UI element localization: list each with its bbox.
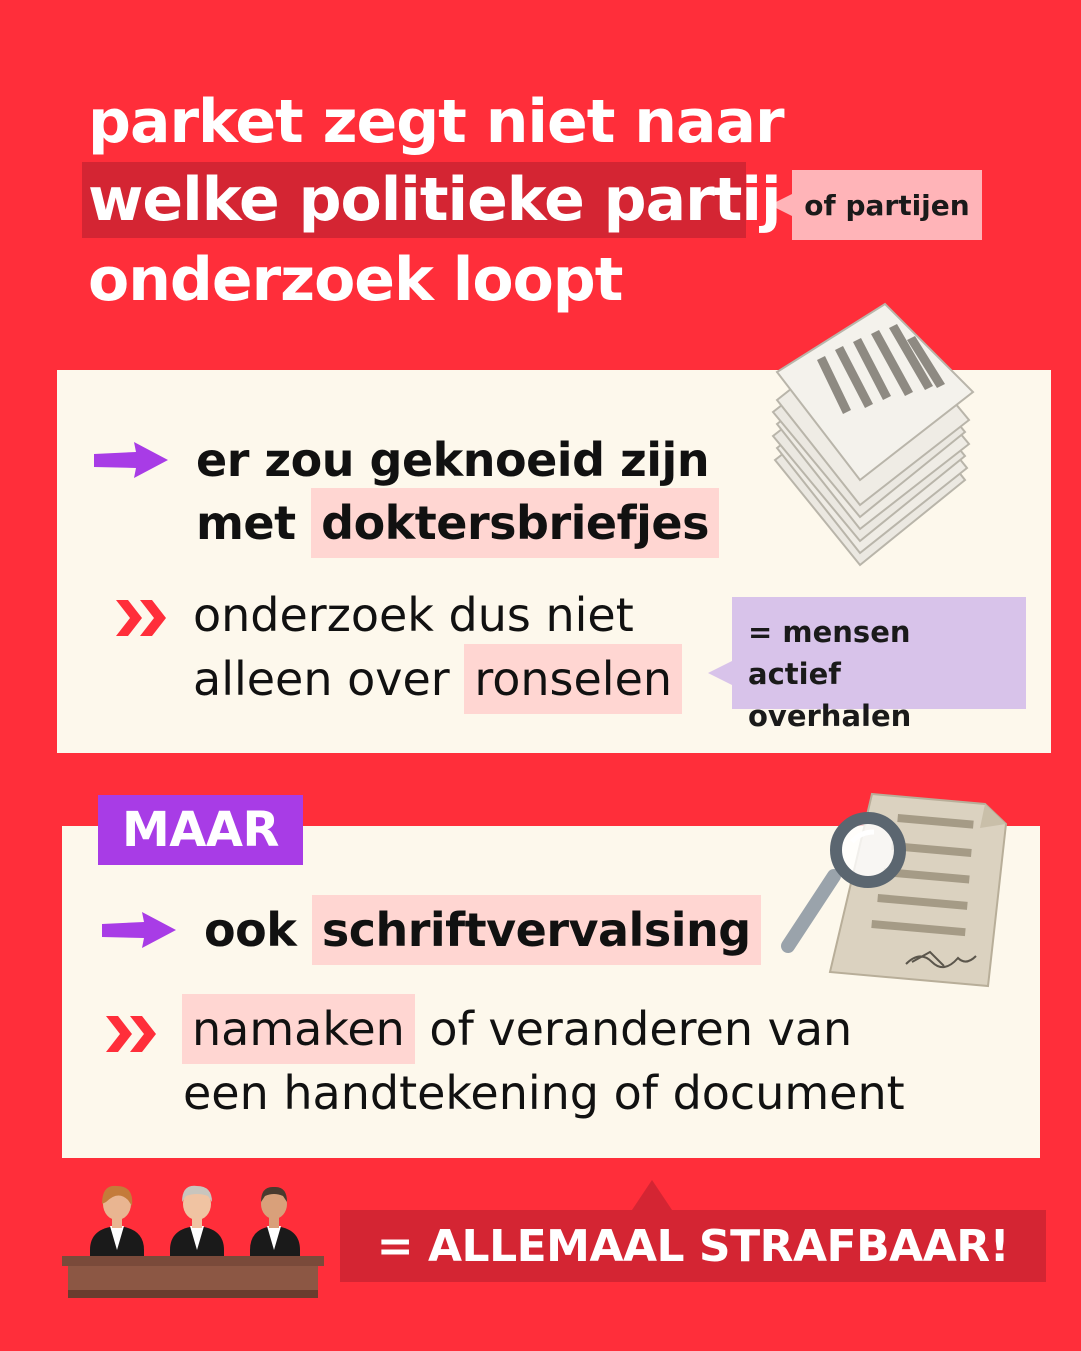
double-chevron-icon	[104, 1012, 160, 1056]
point-1-highlight: doktersbriefjes	[311, 488, 719, 558]
headline-line-1: parket zegt niet naar	[88, 87, 784, 157]
magnified-document-icon	[780, 790, 1010, 990]
point-2-prefix: ook	[204, 903, 297, 957]
point-2-line	[204, 903, 761, 957]
judges-panel-icon	[62, 1180, 324, 1305]
point-1-prefix: met	[196, 496, 296, 550]
headline-line-2: welke politieke partij	[88, 165, 781, 235]
detail-1-prefix: alleen over	[193, 652, 450, 706]
conclusion-banner: = ALLEMAAL STRAFBAAR!	[340, 1210, 1046, 1282]
headline-line-3: onderzoek loopt	[88, 245, 623, 315]
arrow-right-icon	[98, 910, 178, 950]
headline-note-callout: of partijen	[792, 170, 982, 240]
definition-line-2: overhalen	[748, 699, 912, 734]
definition-callout	[732, 597, 1026, 734]
detail-1-highlight: ronselen	[464, 644, 682, 714]
arrow-right-icon	[90, 440, 170, 480]
detail-1-line-1: onderzoek dus niet	[193, 588, 634, 642]
paper-stack-icon	[765, 300, 980, 575]
detail-2-line-1	[182, 1002, 853, 1056]
double-chevron-icon	[114, 596, 170, 640]
detail-2-rest: of veranderen van	[429, 1002, 853, 1056]
detail-1-line-2	[193, 652, 682, 706]
detail-2-highlight: namaken	[182, 994, 415, 1064]
detail-2-line-2: een handtekening of document	[183, 1066, 905, 1120]
point-1-line-1: er zou geknoeid zijn	[196, 433, 710, 487]
definition-line-1: = mensen actief	[748, 615, 911, 692]
maar-label: MAAR	[98, 795, 303, 865]
point-2-highlight: schriftvervalsing	[312, 895, 761, 965]
point-1-line-2	[196, 496, 719, 550]
